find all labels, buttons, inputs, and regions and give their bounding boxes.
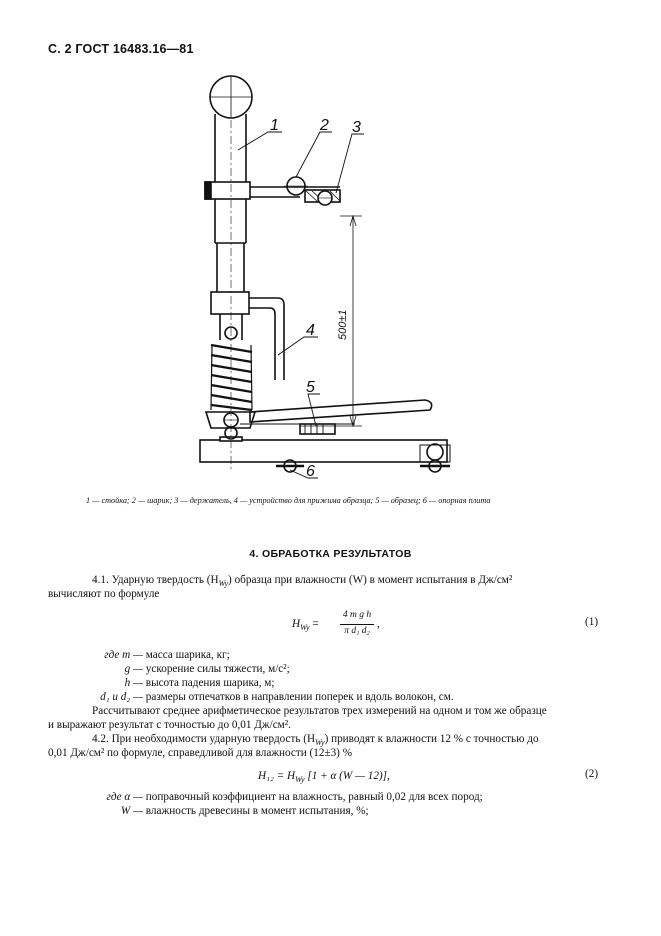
formula-2-number: (2): [585, 768, 599, 780]
callout-2: 2: [320, 117, 329, 134]
formula-1-comma: ,: [377, 618, 380, 630]
definition-m: где m — масса шарика, кг;: [104, 649, 230, 661]
paragraph-4-2-line1: 4.2. При необходимости ударную твердость $(H_{Wy})$ приводят к влажности 12 % с точностью до: [92, 733, 539, 748]
paragraph-4-1-line1: 4.1. Ударную твердость $(H_{Wy})$ образца при влажности (W) в момент испытания в Дж/см²: [92, 574, 513, 589]
callout-3: 3: [352, 119, 361, 136]
definition-g: g — ускорение силы тяжести, м/с²;: [124, 663, 290, 675]
formula-2: $H_{12} = H_{Wy}$ [1 + α (W — 12)],: [258, 770, 390, 785]
definition-alpha: где α — поправочный коэффициент на влажность, равный 0,02 для всех пород;: [106, 791, 483, 803]
base-plate: [200, 440, 447, 462]
definition-d: d₁ и d₂ — размеры отпечатков в направлении поперек и вдоль волокон, см.: [100, 691, 454, 703]
formula-1-numerator: 4 m g h: [342, 610, 372, 620]
lever-plate: [250, 400, 432, 422]
callout-1: 1: [270, 117, 279, 134]
formula-1-fraction-bar: [340, 624, 374, 625]
page-header: С. 2 ГОСТ 16483.16—81: [48, 42, 194, 56]
formula-1-denominator: π d₁ d₂: [344, 626, 370, 636]
callout-5: 5: [306, 379, 315, 396]
figure-caption: 1 — стойка; 2 — шарик; 3 — держатель, 4 — устройство для прижима образца; 5 — образец; 6 — опорная плита: [86, 496, 491, 505]
pressing-block: [211, 292, 249, 314]
dimension-label: 500±1: [337, 309, 349, 340]
paragraph-4-1-line2: вычисляют по формуле: [48, 588, 160, 600]
section-title: 4. ОБРАБОТКА РЕЗУЛЬТАТОВ: [249, 548, 412, 560]
paragraph-average-line2: и выражают результат с точностью до 0,01 Дж/см².: [48, 719, 291, 731]
formula-1-lhs: $H_{Wy}$ =: [292, 618, 319, 633]
paragraph-average-line1: Рассчитывают среднее арифметическое результатов трех измерений на одном и том же образце: [92, 705, 547, 717]
callout-6: 6: [306, 463, 315, 480]
spring: [211, 345, 252, 410]
definition-w: W — влажность древесины в момент испытания, %;: [120, 805, 369, 817]
paragraph-4-2-line2: 0,01 Дж/см² по формуле, справедливой для влажности (12±3) %: [48, 747, 353, 759]
callout-4: 4: [306, 322, 315, 339]
definition-h: h — высота падения шарика, м;: [124, 677, 275, 689]
formula-1-number: (1): [585, 616, 599, 628]
